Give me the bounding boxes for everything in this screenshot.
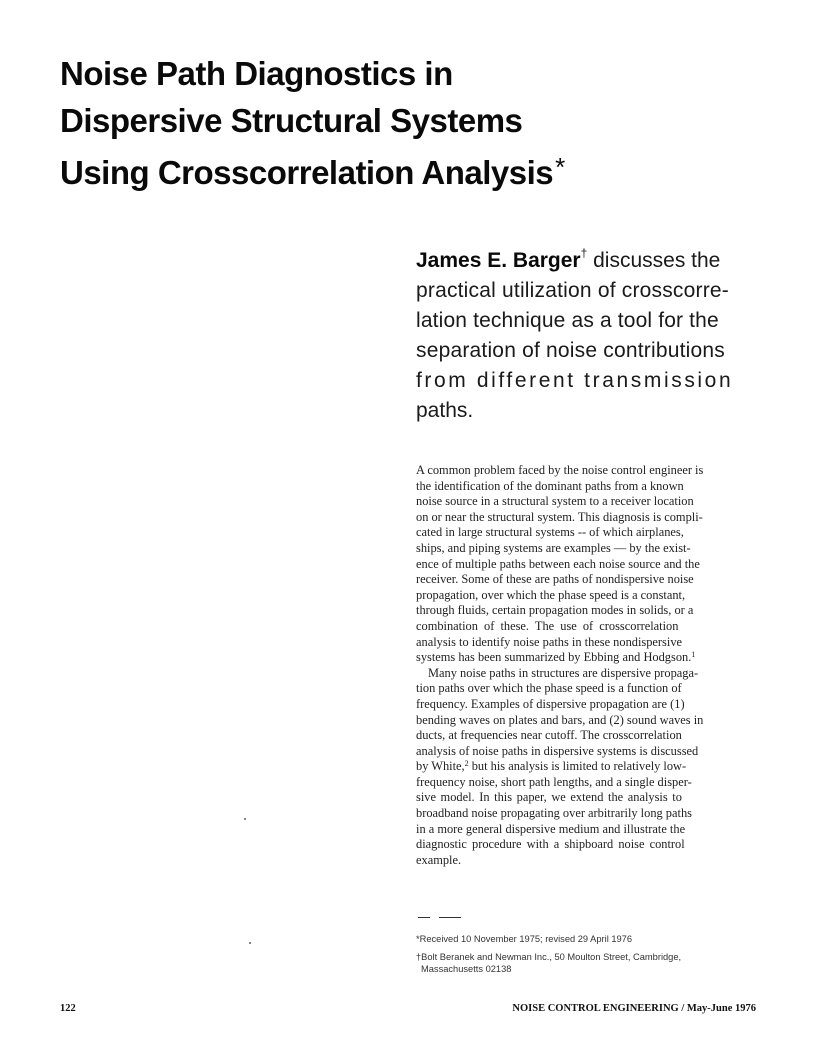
text-line: in a more general dispersive medium and illustrate the: [416, 821, 686, 836]
text-line: A common problem faced by the noise control engineer is: [416, 463, 704, 477]
text-line: systems has been summarized by Ebbing and Hodgson.$^1$: [416, 650, 696, 665]
text-line: by White,$^2$ but his analysis is limited to relatively low-: [416, 759, 687, 774]
title-line: Noise Path Diagnostics in: [60, 55, 453, 92]
text-line: ducts, at frequencies near cutoff. The crosscorrelation: [416, 728, 682, 743]
text-line: receiver. Some of these are paths of nondispersive noise: [416, 572, 694, 587]
text-line: bending waves on plates and bars, and (2) sound waves in: [416, 712, 704, 727]
author-name: James E. Barger: [416, 249, 581, 272]
paragraph: [416, 463, 756, 666]
text-line: noise source in a structural system to a receiver location: [416, 494, 694, 509]
text-line: tion paths over which the phase speed is a function of: [416, 681, 682, 696]
footnote-rule: [418, 917, 430, 918]
author-footnote-mark: †: [580, 246, 588, 260]
text-line: ence of multiple paths between each noise source and the: [416, 556, 700, 571]
text-line: diagnostic procedure with a shipboard noise control: [416, 837, 685, 852]
text-line: Many noise paths in structures are dispersive propaga-: [428, 665, 699, 680]
abstract-line: practical utilization of crosscorre-: [416, 279, 729, 302]
text-line: ships, and piping systems are examples — by the exist-: [416, 540, 691, 555]
abstract-line: separation of noise contributions: [416, 339, 725, 362]
abstract: [416, 246, 756, 426]
paragraph: [416, 666, 756, 869]
text-line: broadband noise propagating over arbitrarily long paths: [416, 806, 692, 821]
text-line: analysis of noise paths in dispersive systems is discussed: [416, 743, 699, 758]
abstract-line: from different transmission: [416, 369, 734, 392]
running-footer: NOISE CONTROL ENGINEERING / May-June 1976: [512, 1003, 756, 1014]
text-line: example.: [416, 852, 462, 867]
text-line: frequency noise, short path lengths, and a single disper-: [416, 774, 692, 789]
title-line: Using Crosscorrelation Analysis*: [60, 152, 565, 191]
text-line: frequency. Examples of dispersive propagation are (1): [416, 696, 685, 711]
footnotes: [416, 933, 756, 981]
reference-1: 1: [691, 650, 696, 660]
scan-speck: [244, 818, 246, 820]
text-line: propagation, over which the phase speed is a constant,: [416, 587, 686, 602]
title-line: Dispersive Structural Systems: [60, 102, 523, 139]
page-number: 122: [60, 1003, 76, 1014]
footnote-rule: [439, 917, 461, 918]
title-footnote-mark: *: [555, 152, 565, 182]
text-line: cated in large structural systems -- of which airplanes,: [416, 525, 684, 540]
abstract-line: James E. Barger† discusses the: [416, 246, 721, 272]
abstract-line: lation technique as a tool for the: [416, 309, 719, 332]
footnote-affiliation: †Bolt Beranek and Newman Inc., 50 Moulton Street, Cambridge, Massachusetts 02138: [416, 952, 682, 974]
article-title: [60, 50, 760, 196]
body-text: [416, 463, 756, 868]
text-line: on or near the structural system. This diagnosis is compli-: [416, 509, 703, 524]
reference-2: 2: [464, 759, 469, 769]
text-line: sive model. In this paper, we extend the analysis to: [416, 790, 682, 805]
text-line: analysis to identify noise paths in these nondispersive: [416, 634, 683, 649]
scan-speck: [249, 942, 251, 944]
footnote-received: *Received 10 November 1975; revised 29 April 1976: [416, 934, 633, 944]
text-line: combination of these. The use of crosscorrelation: [416, 618, 679, 633]
text-line: the identification of the dominant paths from a known: [416, 478, 684, 493]
text-line: through fluids, certain propagation modes in solids, or a: [416, 603, 694, 618]
abstract-line: paths.: [416, 399, 474, 422]
